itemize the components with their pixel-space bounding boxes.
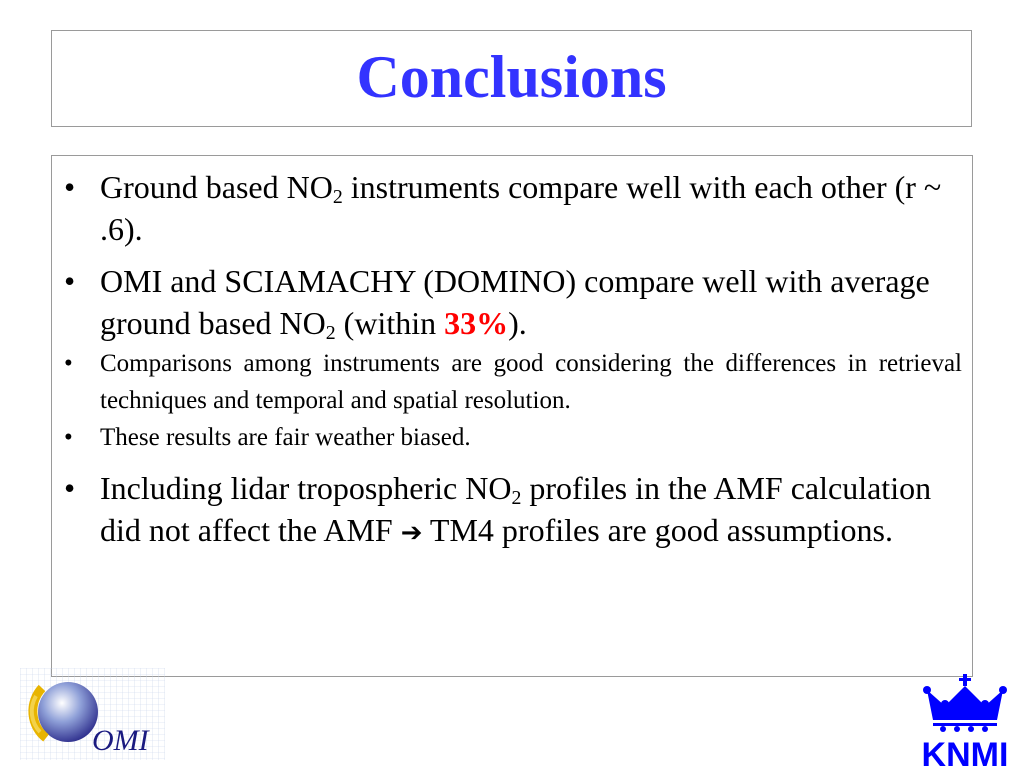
knmi-logo <box>905 670 1024 768</box>
bullet-marker: • <box>64 263 76 299</box>
bullet-item <box>52 467 972 554</box>
bullet-item <box>52 419 972 456</box>
subscript: 2 <box>511 486 522 509</box>
omi-logo-icon <box>20 668 165 760</box>
bullet-marker: • <box>64 470 76 506</box>
bullet-text: Including lidar tropospheric $NO_2$ profiles in the AMF calculation did not affect the AMF ➔ TM4 profiles are good assumptions. <box>100 470 932 548</box>
knmi-logo-text: KNMI <box>921 736 1009 768</box>
bullet-text: OMI and SCIAMACHY (DOMINO) compare well with average ground based $NO_2$ (within 33%). <box>100 263 930 344</box>
knmi-crown-icon <box>905 670 1024 768</box>
bullet-list <box>52 156 972 554</box>
content-box <box>51 155 973 677</box>
bullet-text: Ground based $NO_2$ instruments compare well with each other (r ~ .6). <box>100 169 942 247</box>
title-box <box>51 30 972 127</box>
omi-logo <box>20 668 165 760</box>
footer-divider <box>165 676 908 677</box>
bullet-item <box>52 166 972 250</box>
bullet-text: Comparisons among instruments are good considering the differences in retrieval techniques and temporal and spatial resolution. <box>100 350 962 414</box>
highlight-value: 33% <box>444 305 509 341</box>
bullet-marker: • <box>64 424 73 451</box>
subscript: 2 <box>332 185 343 208</box>
omi-logo-text: OMI <box>92 724 149 757</box>
bullet-text: These results are fair weather biased. <box>100 424 471 451</box>
bullet-marker: • <box>64 169 76 205</box>
bullet-marker: • <box>64 350 73 377</box>
bullet-item <box>52 260 972 344</box>
bullet-item <box>52 345 972 419</box>
slide-title: Conclusions <box>356 43 667 110</box>
subscript: 2 <box>325 321 336 344</box>
right-arrow-icon: ➔ <box>400 518 423 548</box>
